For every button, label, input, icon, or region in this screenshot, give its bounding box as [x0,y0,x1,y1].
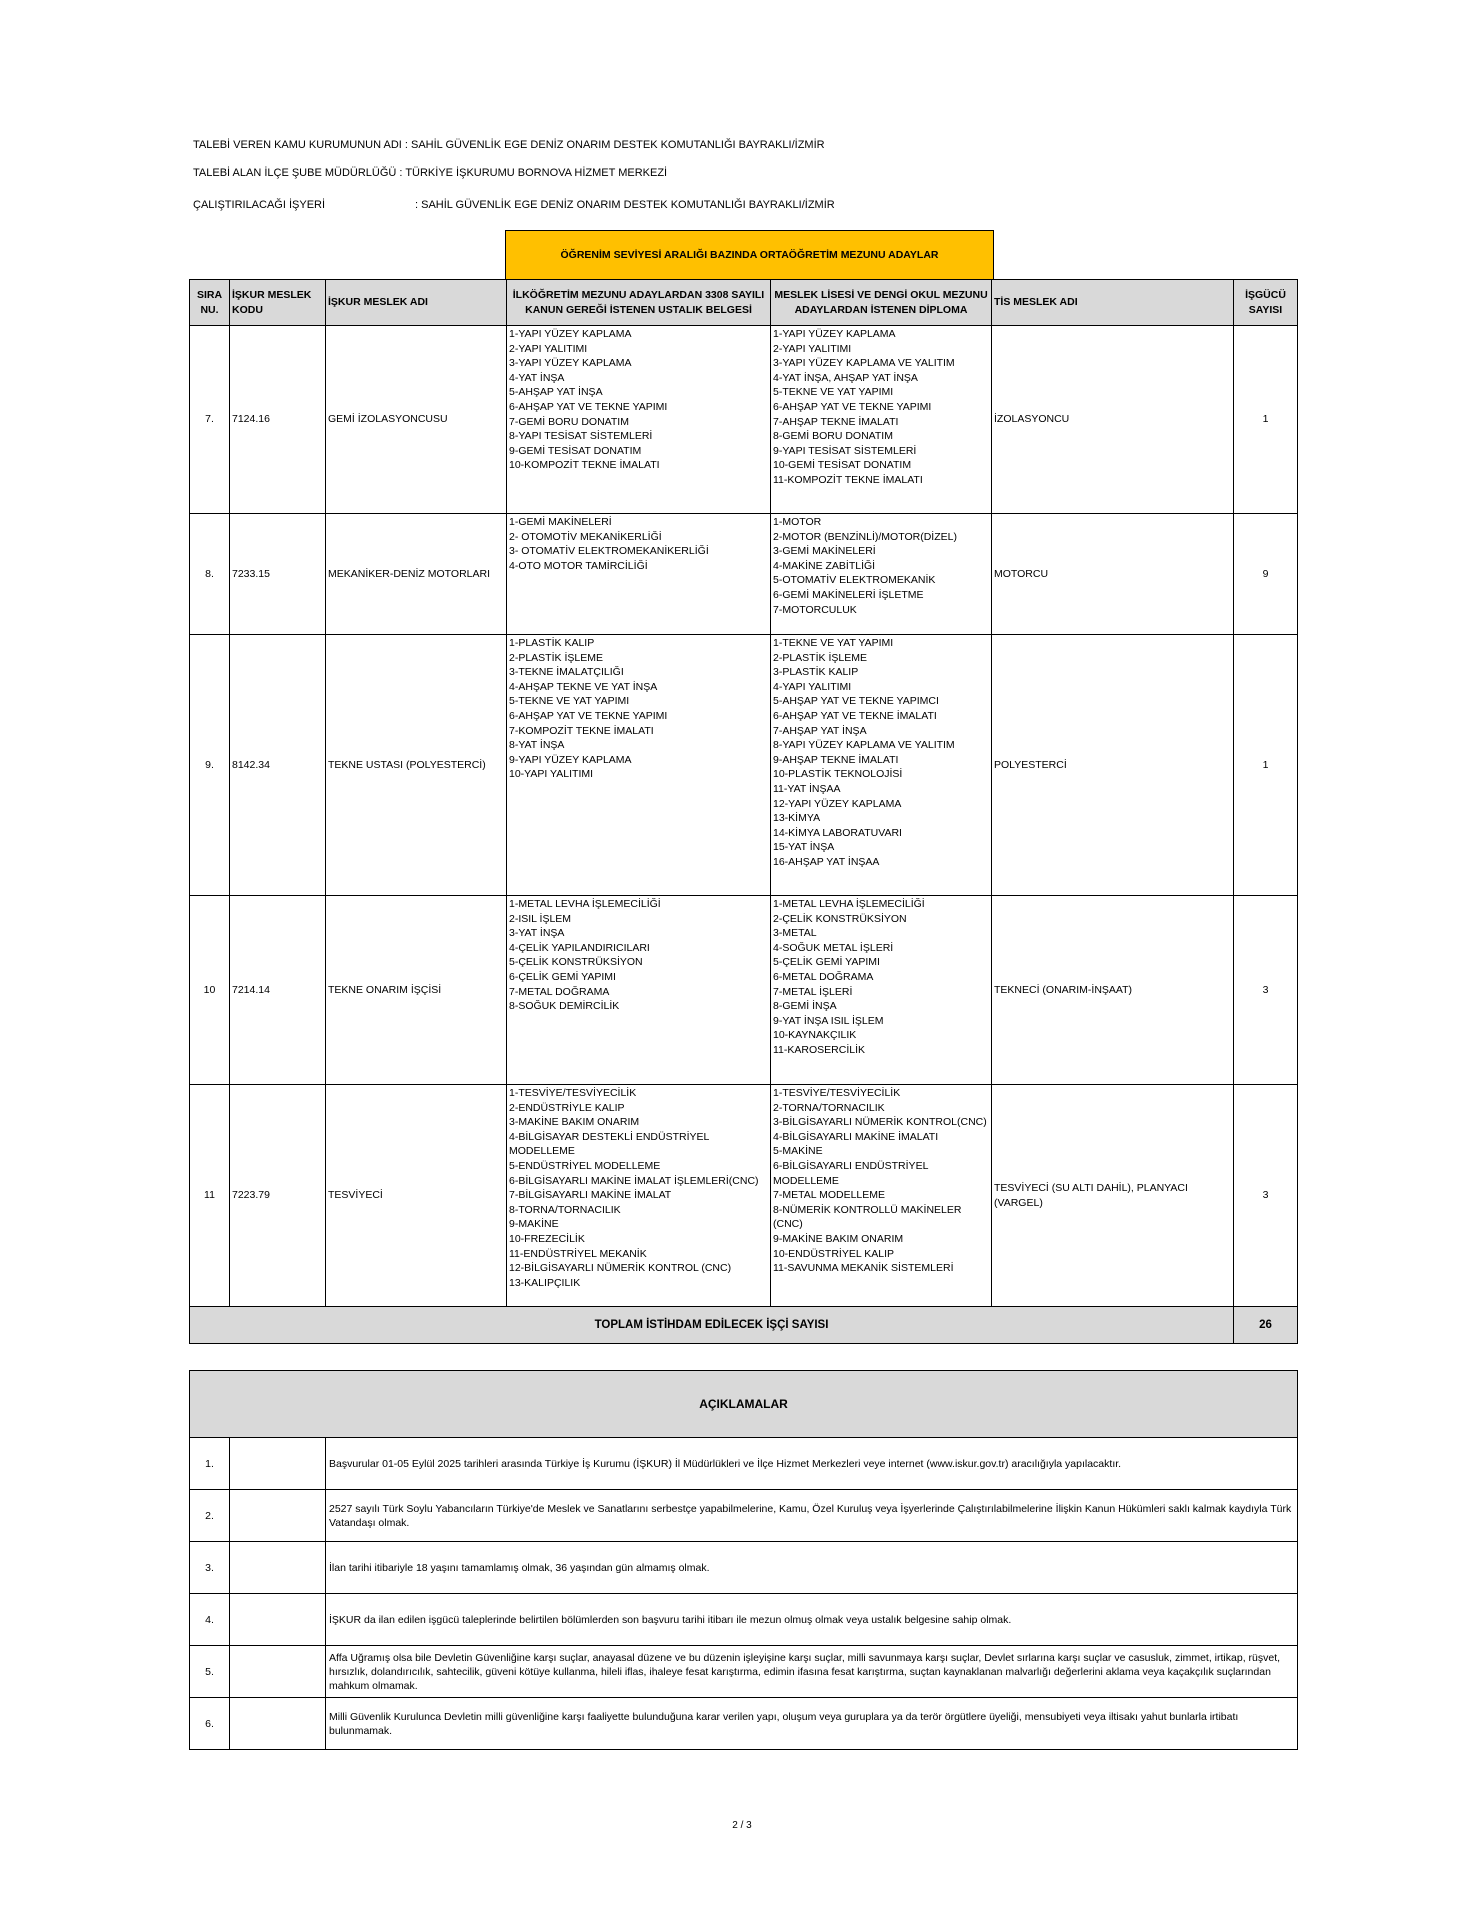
list-item: 1-TESVİYE/TESVİYECİLİK [773,1087,901,1099]
row-lise-list [771,326,992,514]
list-item: 5-TEKNE VE YAT YAPIMI [509,695,630,708]
list-item: 10-YAPI YALITIMI [509,768,594,781]
note-text: İlan tarihi itibariyle 18 yaşını tamamlamış olmak, 36 yaşından gün almamış olmak. [326,1542,1298,1594]
note-empty-cell [230,1542,326,1594]
list-item: 9-YAPI YÜZEY KAPLAMA [509,753,632,766]
list-item: 1-MOTOR [773,516,822,528]
list-item: 4-AHŞAP TEKNE VE YAT İNŞA [509,680,658,693]
row-tis: TESVİYECİ (SU ALTI DAHİL), PLANYACI (VARGEL) [992,1085,1234,1307]
list-item: 2-ENDÜSTRİYLE KALIP [509,1101,625,1114]
list-item: 3-TEKNE İMALATÇILIĞI [509,666,624,679]
list-item: 2-TORNA/TORNACILIK [773,1101,885,1114]
list-item: 6-GEMİ MAKİNELERİ İŞLETME [773,588,924,601]
note-row [190,1438,1298,1490]
list-item: 3- OTOMATİV ELEKTROMEKANİKERLİĞİ [509,545,709,558]
row-sira: 8. [190,514,230,635]
branch-label: TALEBİ ALAN İLÇE ŞUBE MÜDÜRLÜĞÜ : [193,167,406,179]
row-code: 7233.15 [230,514,326,635]
row-ilkogretim-list [507,896,771,1085]
list-item: 8-GEMİ BORU DONATIM [773,430,893,443]
list-item: 8-YAPI YÜZEY KAPLAMA VE YALITIM [773,739,955,752]
list-item: 10-ENDÜSTRİYEL KALIP [773,1247,894,1260]
list-item: 3-METAL [773,927,817,940]
list-item: 2-ÇELİK KONSTRÜKSİYON [773,912,907,925]
list-item: 13-KİMYA [773,812,821,825]
list-item: 1-PLASTİK KALIP [509,637,595,649]
list-item: 3-GEMİ MAKİNELERİ [773,545,876,558]
note-row [190,1698,1298,1750]
list-item: 6-AHŞAP YAT VE TEKNE YAPIMI [509,400,668,413]
list-item: 2-MOTOR (BENZİNLİ)/MOTOR(DİZEL) [773,530,957,543]
list-item: 11-ENDÜSTRİYEL MEKANİK [509,1247,647,1260]
note-text: İŞKUR da ilan edilen işgücü taleplerinde belirtilen bölümlerden son başvuru tarihi itibarı ile mezun olmuş olmak veya ustalık belgesine sahip olmak. [326,1594,1298,1646]
header-institution [193,139,825,152]
list-item: 11-KAROSERCİLİK [773,1043,866,1056]
list-item: 14-KİMYA LABORATUVARI [773,826,902,839]
list-item: 1-YAPI YÜZEY KAPLAMA [773,328,896,340]
list-item: 10-KAYNAKÇILIK [773,1029,857,1042]
institution-value: SAHİL GÜVENLİK EGE DENİZ ONARIM DESTEK KOMUTANLIĞI BAYRAKLI/İZMİR [411,139,825,151]
list-item: 4-BİLGİSAYAR DESTEKLİ ENDÜSTRİYEL MODELLEME [509,1130,709,1158]
list-item: 7-BİLGİSAYARLI MAKİNE İMALAT [509,1189,672,1202]
list-item: 9-MAKİNE BAKIM ONARIM [773,1232,904,1245]
list-item: 6-METAL DOĞRAMA [773,970,874,983]
occupation-table [189,279,1298,1344]
notes-title-row [190,1371,1298,1438]
list-item: 2-PLASTİK İŞLEME [509,651,603,664]
col-header-lise: MESLEK LİSESİ VE DENGİ OKUL MEZUNU ADAYLARDAN İSTENEN DİPLOMA [771,280,992,326]
row-name: GEMİ İZOLASYONCUSU [326,326,507,514]
note-text: Başvurular 01-05 Eylül 2025 tarihleri arasında Türkiye İş Kurumu (İŞKUR) İl Müdürlükleri ve İlçe Hizmet Merkezleri veye internet (www.iskur.gov.tr) aracılığıyla yapılacaktır. [326,1438,1298,1490]
notes-title: AÇIKLAMALAR [190,1371,1298,1438]
table-row [190,1085,1298,1307]
list-item: 3-YAPI YÜZEY KAPLAMA VE YALITIM [773,357,955,370]
row-name: TESVİYECİ [326,1085,507,1307]
row-ilkogretim-list [507,1085,771,1307]
row-sira: 10 [190,896,230,1085]
list-item: 6-BİLGİSAYARLI MAKİNE İMALAT İŞLEMLERİ(CNC) [509,1174,759,1187]
list-item: 6-AHŞAP YAT VE TEKNE İMALATI [773,709,937,722]
col-header-sira: SIRA NU. [190,280,230,326]
note-row [190,1490,1298,1542]
list-item: 9-AHŞAP TEKNE İMALATI [773,753,899,766]
list-item: 4-ÇELİK YAPILANDIRICILARI [509,941,650,954]
note-empty-cell [230,1594,326,1646]
row-tis: POLYESTERCİ [992,635,1234,896]
note-text: Affa Uğramış olsa bile Devletin Güvenliğine karşı suçlar, anayasal düzene ve bu düzenin işleyişine karşı suçlar, milli savunmaya karşı suçlar, Devlet sırlarına karşı suçlar ve casusluk, zimmet, irtikap, rüşvet, hırsızlık, dolandırıcılık, sahtecilik, güveni kötüye kullanma, hileli iflas, ihaleye fesat karıştırma, edimin ifasına fesat karıştırma, suçtan kaynaklanan malvarlığı değerlerini aklama veya kaçakçılık suçlarından mahkum olmamak. [326,1646,1298,1698]
list-item: 1-GEMİ MAKİNELERİ [509,516,612,528]
row-code: 7124.16 [230,326,326,514]
row-count: 1 [1234,635,1298,896]
row-sira: 9. [190,635,230,896]
row-sira: 7. [190,326,230,514]
col-header-ilkogretim: İLKÖĞRETİM MEZUNU ADAYLARDAN 3308 SAYILI KANUN GEREĞİ İSTENEN USTALIK BELGESİ [507,280,771,326]
note-empty-cell [230,1438,326,1490]
list-item: 1-TESVİYE/TESVİYECİLİK [509,1087,637,1099]
list-item: 12-YAPI YÜZEY KAPLAMA [773,797,902,810]
total-label: TOPLAM İSTİHDAM EDİLECEK İŞÇİ SAYISI [190,1307,1234,1344]
list-item: 2-PLASTİK İŞLEME [773,651,867,664]
list-item: 11-SAVUNMA MEKANİK SİSTEMLERİ [773,1262,954,1275]
list-item: 11-YAT İNŞAA [773,782,841,795]
list-item: 3-YAT İNŞA [509,927,565,940]
list-item: 8-TORNA/TORNACILIK [509,1203,621,1216]
total-row [190,1307,1298,1344]
list-item: 6-AHŞAP YAT VE TEKNE YAPIMI [509,709,668,722]
row-ilkogretim-list [507,326,771,514]
row-tis: İZOLASYONCU [992,326,1234,514]
list-item: 8-YAPI TESİSAT SİSTEMLERİ [509,430,653,443]
row-tis: MOTORCU [992,514,1234,635]
row-name: TEKNE ONARIM İŞÇİSİ [326,896,507,1085]
list-item: 6-AHŞAP YAT VE TEKNE YAPIMI [773,400,932,413]
table-header-row [190,280,1298,326]
list-item: 2-YAPI YALITIMI [509,342,588,355]
list-item: 5-AHŞAP YAT VE TEKNE YAPIMCI [773,695,939,708]
table-row [190,326,1298,514]
list-item: 5-AHŞAP YAT İNŞA [509,386,603,399]
list-item: 7-METAL DOĞRAMA [509,985,610,998]
list-item: 3-YAPI YÜZEY KAPLAMA [509,357,632,370]
list-item: 5-ÇELİK KONSTRÜKSİYON [509,956,643,969]
list-item: 9-YAPI TESİSAT SİSTEMLERİ [773,444,917,457]
list-item: 4-SOĞUK METAL İŞLERİ [773,941,894,954]
row-code: 7223.79 [230,1085,326,1307]
education-level-banner [505,230,994,280]
table-row [190,635,1298,896]
list-item: 4-OTO MOTOR TAMİRCİLİĞİ [509,559,648,572]
header-workplace [193,199,835,212]
row-lise-list [771,1085,992,1307]
row-lise-list [771,896,992,1085]
list-item: 1-METAL LEVHA İŞLEMECİLİĞİ [773,898,925,910]
list-item: 4-YAT İNŞA [509,371,565,384]
list-item: 7-METAL İŞLERİ [773,985,853,998]
list-item: 4-YAPI YALITIMI [773,680,852,693]
row-count: 9 [1234,514,1298,635]
list-item: 7-METAL MODELLEME [773,1189,886,1202]
note-number: 1. [190,1438,230,1490]
list-item: 5-MAKİNE [773,1145,823,1158]
list-item: 7-MOTORCULUK [773,603,857,616]
table-row [190,896,1298,1085]
notes-table [189,1370,1298,1750]
list-item: 10-GEMİ TESİSAT DONATIM [773,459,912,472]
col-header-tis: TİS MESLEK ADI [992,280,1234,326]
list-item: 13-KALIPÇILIK [509,1276,581,1289]
note-empty-cell [230,1646,326,1698]
list-item: 10-PLASTİK TEKNOLOJİSİ [773,768,903,781]
list-item: 8-NÜMERİK KONTROLLÜ MAKİNELER (CNC) [773,1203,962,1231]
list-item: 8-YAT İNŞA [509,739,565,752]
note-number: 3. [190,1542,230,1594]
workplace-value: : SAHİL GÜVENLİK EGE DENİZ ONARIM DESTEK KOMUTANLIĞI BAYRAKLI/İZMİR [415,199,835,211]
list-item: 7-KOMPOZİT TEKNE İMALATI [509,724,654,737]
list-item: 8-SOĞUK DEMİRCİLİK [509,1000,620,1013]
list-item: 5-ENDÜSTRİYEL MODELLEME [509,1159,661,1172]
list-item: 7-GEMİ BORU DONATIM [509,415,629,428]
note-empty-cell [230,1698,326,1750]
list-item: 6-ÇELİK GEMİ YAPIMI [509,970,616,983]
list-item: 7-AHŞAP YAT İNŞA [773,724,867,737]
list-item: 7-AHŞAP TEKNE İMALATI [773,415,899,428]
row-code: 7214.14 [230,896,326,1085]
row-tis: TEKNECİ (ONARIM-İNŞAAT) [992,896,1234,1085]
institution-label: TALEBİ VEREN KAMU KURUMUNUN ADI : [193,139,411,151]
list-item: 9-GEMİ TESİSAT DONATIM [509,444,642,457]
list-item: 3-BİLGİSAYARLI NÜMERİK KONTROL(CNC) [773,1116,987,1129]
list-item: 1-METAL LEVHA İŞLEMECİLİĞİ [509,898,661,910]
list-item: 1-YAPI YÜZEY KAPLAMA [509,328,632,340]
row-ilkogretim-list [507,635,771,896]
list-item: 5-TEKNE VE YAT YAPIMI [773,386,894,399]
list-item: 15-YAT İNŞA [773,841,835,854]
list-item: 3-PLASTİK KALIP [773,666,859,679]
note-empty-cell [230,1490,326,1542]
branch-value: TÜRKİYE İŞKURUMU BORNOVA HİZMET MERKEZİ [405,167,668,179]
list-item: 1-TEKNE VE YAT YAPIMI [773,637,894,649]
list-item: 4-YAT İNŞA, AHŞAP YAT İNŞA [773,371,918,384]
header-branch [193,167,667,180]
list-item: 9-MAKİNE [509,1218,559,1231]
list-item: 6-BİLGİSAYARLI ENDÜSTRİYEL MODELLEME [773,1159,929,1187]
col-header-code: İŞKUR MESLEK KODU [230,280,326,326]
row-sira: 11 [190,1085,230,1307]
row-count: 3 [1234,1085,1298,1307]
workplace-label: ÇALIŞTIRILACAĞI İŞYERİ [193,199,326,211]
row-lise-list [771,514,992,635]
note-row [190,1594,1298,1646]
list-item: 9-YAT İNŞA ISIL İŞLEM [773,1014,884,1027]
banner-text: ÖĞRENİM SEVİYESİ ARALIĞI BAZINDA ORTAÖĞRETİM MEZUNU ADAYLAR [560,249,939,261]
table-row [190,514,1298,635]
note-number: 6. [190,1698,230,1750]
row-code: 8142.34 [230,635,326,896]
note-text: Milli Güvenlik Kurulunca Devletin milli güvenliğine karşı faaliyette bulunduğuna karar verilen yapı, oluşum veya guruplara ya da terör örgütlere üyeliği, mensubiyeti veya iltisakı yahut bunlarla irtibatı bulunmamak. [326,1698,1298,1750]
list-item: 5-OTOMATİV ELEKTROMEKANİK [773,574,936,587]
row-ilkogretim-list [507,514,771,635]
row-count: 3 [1234,896,1298,1085]
total-value: 26 [1234,1307,1298,1344]
note-text: 2527 sayılı Türk Soylu Yabancıların Türkiye'de Meslek ve Sanatlarını serbestçe yapabilmelerine, Kamu, Özel Kuruluş veya İşyerlerinde Çalıştırılabilmelerine İlişkin Kanun Hükümleri saklı kalmak kaydıyla Türk Vatandaşı olmak. [326,1490,1298,1542]
row-count: 1 [1234,326,1298,514]
list-item: 10-FREZECİLİK [509,1232,585,1245]
list-item: 12-BİLGİSAYARLI NÜMERİK KONTROL (CNC) [509,1262,732,1275]
list-item: 4-BİLGİSAYARLI MAKİNE İMALATI [773,1130,939,1143]
list-item: 2- OTOMOTİV MEKANİKERLİĞİ [509,530,662,543]
col-header-count: İŞGÜCÜ SAYISI [1234,280,1298,326]
row-name: MEKANİKER-DENİZ MOTORLARI [326,514,507,635]
note-number: 5. [190,1646,230,1698]
col-header-name: İŞKUR MESLEK ADI [326,280,507,326]
list-item: 16-AHŞAP YAT İNŞAA [773,855,880,868]
note-number: 4. [190,1594,230,1646]
note-number: 2. [190,1490,230,1542]
row-name: TEKNE USTASI (POLYESTERCİ) [326,635,507,896]
page-number: 2 / 3 [732,1820,752,1831]
note-row [190,1542,1298,1594]
row-lise-list [771,635,992,896]
list-item: 8-GEMİ İNŞA [773,1000,837,1013]
note-row [190,1646,1298,1698]
list-item: 3-MAKİNE BAKIM ONARIM [509,1116,640,1129]
list-item: 11-KOMPOZİT TEKNE İMALATI [773,473,923,486]
list-item: 2-ISIL İŞLEM [509,912,572,925]
list-item: 4-MAKİNE ZABİTLİĞİ [773,559,876,572]
list-item: 10-KOMPOZİT TEKNE İMALATI [509,459,660,472]
list-item: 2-YAPI YALITIMI [773,342,852,355]
list-item: 5-ÇELİK GEMİ YAPIMI [773,956,880,969]
